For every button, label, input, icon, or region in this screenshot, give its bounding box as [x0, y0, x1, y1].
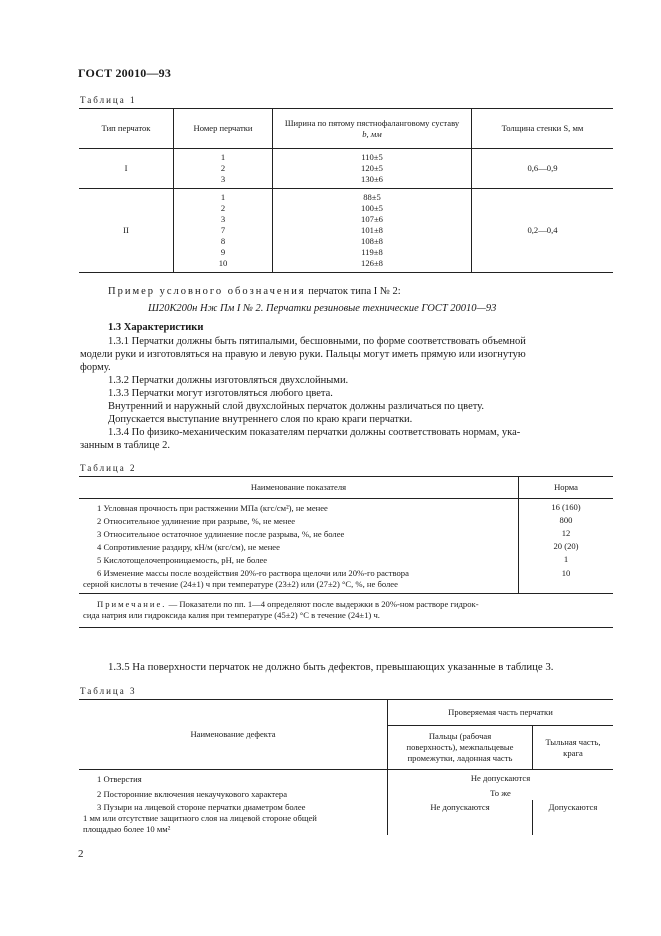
document-code: ГОСТ 20010—93: [78, 66, 172, 80]
example-designation: Ш20К200н Нж Пм I № 2. Перчатки резиновые технические ГОСТ 20010—93: [148, 303, 497, 314]
table1-widths: 110±5 120±5 130±6: [273, 149, 472, 189]
para-1-3-5: 1.3.5 На поверхности перчаток не должно быть дефектов, превышающих указанные в таблице 3.: [108, 661, 554, 673]
table1-header-width-text: Ширина по пятому пястнофаланговому суставу: [284, 117, 460, 128]
table3-header-back: Тыльная часть, крага: [545, 736, 601, 758]
table3-header-checked: Проверяемая часть перчатки: [388, 700, 614, 726]
table-row: 6 Изменение массы после воздействия 20%-го раствора щелочи или 20%-го раствора серной кислоты в течение (24±1) ч при температуре (23±2) или (27±2) °С, %, не более 10: [79, 566, 613, 594]
table3-header-name: Наименование дефекта: [79, 700, 388, 770]
table-row: 3 Относительное остаточное удлинение после разрыва, %, не более 12: [79, 527, 613, 540]
table-row: 4 Сопротивление раздиру, кН/м (кгс/см), не менее 20 (20): [79, 540, 613, 553]
table1-numbers: 1 2 3: [174, 149, 273, 189]
table-row: 2 Посторонние включения некаучукового характера То же: [79, 785, 613, 800]
table1-numbers: 1 2 3 7 8 9 10: [174, 189, 273, 273]
table1-header-number: Номер перчатки: [174, 109, 273, 149]
table1-header-type: Тип перчаток: [79, 109, 174, 149]
para-1-3-1-cont: модели руки и изготовляться на правую и левую руки. Пальцы могут иметь прямую или изогнутую: [80, 349, 526, 360]
table-row: 2 Относительное удлинение при разрыве, %, не менее 800: [79, 514, 613, 527]
table1-thickness: 0,2—0,4: [527, 225, 558, 235]
table3-header-fingers: Пальцы (рабочая поверхность), межпальцевые промежутки, ладонная часть: [388, 726, 533, 770]
table-row: 1 Условная прочность при растяжении МПа (кгс/см²), не менее 16 (160): [79, 499, 613, 515]
table1-group-2: [79, 189, 613, 273]
para-1-3-4-cont: занным в таблице 2.: [80, 440, 171, 451]
table3-caption: Таблица 3: [80, 686, 137, 696]
para-1-3-4: 1.3.4 По физико-механическим показателям перчатки должны соответствовать нормам, ука-: [108, 427, 521, 438]
table1-header-thickness: Толщина стенки S, мм: [501, 123, 584, 133]
table1-header-width: [273, 109, 472, 149]
para-color: Внутренний и наружный слой двухслойных перчаток должны различаться по цвету.: [108, 401, 485, 412]
example-lead: Пример условного обозначения перчаток типа I № 2:: [108, 286, 401, 297]
para-1-3-2: 1.3.2 Перчатки должны изготовляться двухслойными.: [108, 375, 349, 386]
section-title: 1.3 Характеристики: [108, 322, 204, 333]
para-1-3-1-end: форму.: [80, 362, 111, 373]
page-number: 2: [78, 848, 84, 860]
para-1-3-1: 1.3.1 Перчатки должны быть пятипалыми, бесшовными, по форме соответствовать объемной: [108, 336, 526, 347]
table2-caption: Таблица 2: [80, 463, 137, 473]
table2-header-name: Наименование показателя: [79, 477, 519, 499]
table-row: 5 Кислотощелочепроницаемость, рН, не более 1: [79, 553, 613, 566]
table1-caption: Таблица 1: [80, 95, 137, 105]
table-row: 3 Пузыри на лицевой стороне перчатки диаметром более 1 мм или отсутствие защитного слоя на лицевой стороне общей площадью более 10 мм² Не допускаются Допускаются: [79, 800, 613, 835]
table2-note: Примечание. — Показатели по пп. 1—4 определяют после выдержки в 20%-ном растворе гидрок- сида натрия или гидроксида калия при температуре (45±2) °С в течение (24±1) ч.: [79, 594, 613, 628]
table1-type: II: [79, 189, 174, 273]
table1-thickness: 0,6—0,9: [527, 163, 558, 173]
table1: [79, 108, 613, 273]
table2: [79, 476, 613, 628]
para-1-3-3: 1.3.3 Перчатки могут изготовляться любого цвета.: [108, 388, 333, 399]
table1-header-width-unit: b, мм: [362, 128, 382, 139]
table1-type: I: [79, 149, 174, 189]
table3: [79, 699, 613, 835]
table1-widths: 88±5 100±5 107±6 101±8 108±8 119±8 126±8: [273, 189, 472, 273]
table1-group-1: [79, 149, 613, 189]
table2-header-norm: Норма: [554, 482, 578, 492]
table-row: 1 Отверстия Не допускаются: [79, 770, 613, 786]
para-protrusion: Допускается выступание внутреннего слоя по краю краги перчатки.: [108, 414, 413, 425]
